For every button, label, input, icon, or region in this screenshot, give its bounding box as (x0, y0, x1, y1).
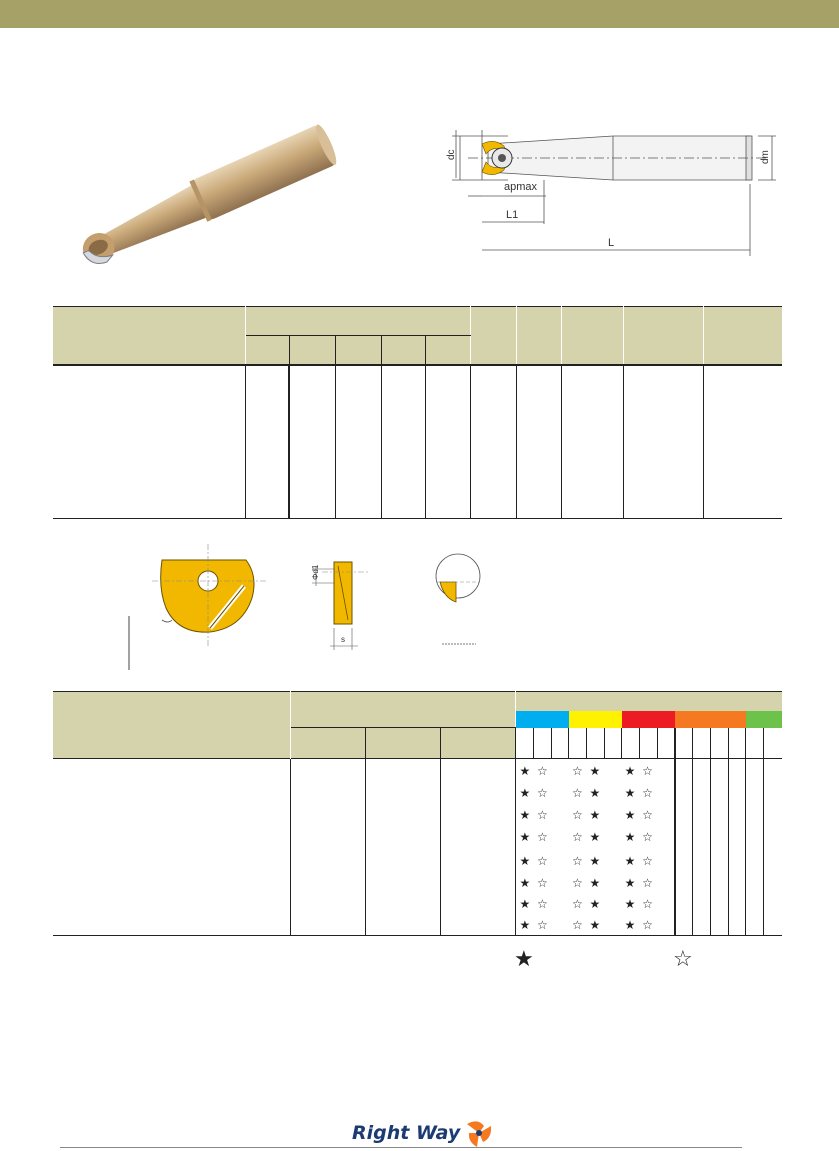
suitability-star: ☆ (536, 830, 548, 844)
suitability-star (551, 849, 569, 873)
body-cell (53, 759, 290, 936)
header-cell (335, 336, 381, 365)
suitability-star (551, 782, 569, 805)
legend-filled-star: ★ (514, 947, 534, 972)
star-spacer (656, 805, 674, 826)
footer-rule (60, 1147, 742, 1148)
suitability-star (604, 894, 622, 915)
suitability-star: ☆ (536, 786, 548, 800)
legend-outline-star: ☆ (673, 947, 693, 972)
tool-photo (52, 122, 352, 277)
suitability-star (551, 826, 569, 849)
material-group-p-swatch (516, 711, 569, 728)
star-row (516, 805, 674, 826)
suitability-star: ★ (589, 897, 601, 911)
suitability-star: ☆ (572, 876, 583, 890)
suitability-star: ☆ (572, 830, 583, 844)
apmax-label: apmax (504, 181, 538, 193)
star-spacer (656, 915, 674, 935)
star-row (516, 894, 674, 915)
suitability-star: ☆ (642, 830, 653, 844)
tool-dimension-table (53, 306, 782, 519)
suitability-star: ☆ (572, 764, 583, 778)
suitability-star: ☆ (536, 764, 548, 778)
suitability-star: ☆ (536, 876, 548, 890)
header-cell (381, 336, 425, 365)
material-group-m-swatch (569, 711, 622, 728)
suitability-star: ☆ (572, 808, 583, 822)
suitability-star (604, 849, 622, 873)
star-spacer (656, 782, 674, 805)
header-cell (623, 307, 703, 365)
suitability-star: ☆ (536, 897, 548, 911)
suitability-star (551, 894, 569, 915)
star-spacer (656, 849, 674, 873)
pinwheel-logo-icon (464, 1118, 494, 1148)
suitability-star: ★ (589, 830, 601, 844)
header-cell (440, 728, 515, 759)
suitability-star: ☆ (642, 897, 653, 911)
header-cell (470, 307, 516, 365)
star-spacer (656, 761, 674, 782)
insert-drawing (128, 536, 488, 670)
suitability-star: ★ (519, 897, 531, 911)
body-cell (290, 759, 365, 936)
star-row (516, 761, 674, 782)
suitability-star: ★ (589, 918, 601, 932)
material-group-k-swatch (622, 711, 675, 728)
brand-name: Right Way (352, 1122, 461, 1144)
l-label: L (608, 237, 615, 249)
suitability-star: ★ (624, 786, 636, 800)
header-cell (561, 307, 623, 365)
dm-label: dm (760, 150, 771, 164)
star-row (516, 873, 674, 894)
material-group-n-swatch (675, 711, 746, 728)
body-cell (561, 365, 623, 519)
suitability-star: ★ (519, 876, 531, 890)
suitability-star: ★ (589, 786, 601, 800)
suitability-star (604, 873, 622, 894)
star-row (516, 915, 674, 935)
suitability-star: ☆ (642, 918, 653, 932)
suitability-star: ☆ (572, 918, 583, 932)
suitability-star: ☆ (536, 854, 548, 868)
header-cell (53, 307, 245, 365)
header-cell (245, 336, 289, 365)
suitability-star (604, 915, 622, 935)
header-cell (516, 307, 561, 365)
insert-grade-table (53, 691, 782, 936)
s-label: s (341, 635, 345, 644)
body-cell (245, 365, 289, 519)
star-spacer (656, 894, 674, 915)
star-grid-cell (516, 759, 675, 936)
suitability-star: ★ (624, 764, 636, 778)
d1-label: Φd1 (311, 564, 320, 580)
header-cell (290, 692, 515, 728)
suitability-star (604, 826, 622, 849)
body-cell (623, 365, 703, 519)
header-cell (365, 728, 440, 759)
suitability-star (604, 761, 622, 782)
body-cell (440, 759, 515, 936)
suitability-star: ★ (519, 764, 531, 778)
star-row (516, 849, 674, 873)
material-group-s-swatch (746, 711, 782, 728)
body-cell (516, 365, 561, 519)
suitability-star: ☆ (572, 854, 583, 868)
suitability-star: ☆ (642, 764, 653, 778)
brand-logo (352, 1116, 494, 1150)
suitability-star: ☆ (642, 876, 653, 890)
star-spacer (656, 826, 674, 849)
suitability-star: ★ (519, 830, 531, 844)
suitability-star: ★ (519, 786, 531, 800)
star-grid (516, 761, 674, 935)
body-cell (381, 365, 425, 519)
suitability-star: ☆ (536, 918, 548, 932)
header-cell (425, 336, 470, 365)
suitability-star (551, 915, 569, 935)
suitability-star: ★ (624, 897, 636, 911)
suitability-star: ★ (624, 808, 636, 822)
header-bar (0, 0, 839, 28)
header-cell (289, 336, 335, 365)
suitability-star: ☆ (572, 897, 583, 911)
suitability-star: ★ (624, 830, 636, 844)
suitability-star: ☆ (642, 808, 653, 822)
body-cell (289, 365, 335, 519)
suitability-star: ☆ (642, 854, 653, 868)
suitability-star (551, 805, 569, 826)
body-cell (53, 365, 245, 519)
suitability-star: ★ (624, 876, 636, 890)
suitability-star: ★ (624, 918, 636, 932)
suitability-star: ☆ (536, 808, 548, 822)
suitability-star: ★ (589, 764, 601, 778)
star-row (516, 782, 674, 805)
suitability-star (604, 805, 622, 826)
star-spacer (656, 873, 674, 894)
header-cell (245, 307, 470, 336)
suitability-star (551, 873, 569, 894)
star-row (516, 826, 674, 849)
suitability-star: ★ (519, 854, 531, 868)
suitability-star: ★ (519, 808, 531, 822)
body-cell (470, 365, 516, 519)
header-cell (703, 307, 782, 365)
suitability-star (551, 761, 569, 782)
suitability-star (604, 782, 622, 805)
material-header-cell (516, 692, 782, 711)
dc-label: dc (446, 149, 457, 160)
header-cell (53, 692, 290, 759)
suitability-star: ★ (589, 876, 601, 890)
suitability-star: ★ (519, 918, 531, 932)
suitability-star: ★ (624, 854, 636, 868)
suitability-star: ☆ (642, 786, 653, 800)
body-cell (365, 759, 440, 936)
suitability-star: ★ (589, 854, 601, 868)
l1-label: L1 (506, 209, 519, 221)
header-cell (290, 728, 365, 759)
suitability-star: ☆ (572, 786, 583, 800)
tool-dimension-drawing (438, 128, 784, 268)
body-cell (425, 365, 470, 519)
body-cell (335, 365, 381, 519)
suitability-star: ★ (589, 808, 601, 822)
body-cell (703, 365, 782, 519)
